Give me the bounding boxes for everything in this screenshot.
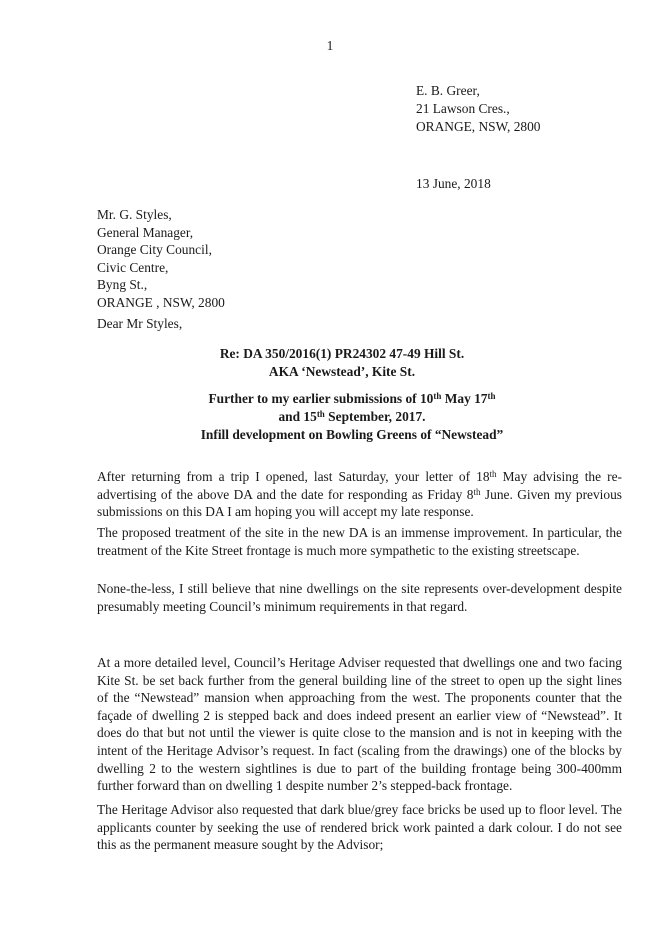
- recipient-building: Civic Centre,: [97, 259, 169, 275]
- sup-th: th: [473, 486, 481, 497]
- paragraph-2: The proposed treatment of the site in the new DA is an immense improvement. In particular, the treatment of the Kite Street frontage is much more sympathetic to the existing streetscape.: [97, 525, 622, 558]
- sender-street: 21 Lawson Cres.,: [416, 101, 510, 116]
- recipient-town: ORANGE , NSW, 2800: [97, 294, 225, 310]
- page-number: 1: [326, 38, 334, 53]
- paragraph-5: The Heritage Advisor also requested that dark blue/grey face bricks be used up to floor level. The applicants counter by seeking the use of rendered brick work painted a dark colour. I do not see this as the permanent measure sought by the Advisor;: [97, 802, 622, 853]
- further-text-a: Further to my earlier submissions of 10: [208, 391, 434, 406]
- recipient-org: Orange City Council,: [97, 242, 212, 257]
- further-text-c: and 15: [278, 409, 317, 424]
- letter-date: 13 June, 2018: [416, 176, 491, 191]
- subject-re-line: Re: DA 350/2016(1) PR24302 47-49 Hill St.: [219, 346, 465, 361]
- recipient-name: Mr. G. Styles,: [97, 207, 172, 222]
- p1-text-c: June. Given my previous submissions on this DA I am hoping you will accept my late response.: [97, 486, 622, 520]
- recipient-street: Byng St.,: [97, 277, 148, 292]
- sup-th: th: [433, 391, 442, 401]
- salutation: Dear Mr Styles,: [97, 316, 183, 331]
- sender-town: ORANGE, NSW, 2800: [416, 119, 541, 134]
- sup-th: th: [487, 391, 496, 401]
- sup-th: th: [489, 469, 497, 479]
- paragraph-4: At a more detailed level, Council’s Heritage Adviser requested that dwellings one and two facing Kite St. be set back further from the general building line of the street to open up the sight lines of the “Newstead” mansion when approaching from the west. The proponents counter that the façade of dwelling 2 is stepped back and does indeed present an earlier view of “Newstead”. It does do that but not until the viewer is quite close to the mansion and is not in keeping with the intent of the Heritage Advisor’s request. In fact (scaling from the drawings) one of the blocks by dwelling 2 to the western sightlines is due to part of the building frontage being 300-400mm further forward than on dwelling 1 despite number 2’s stepped-back frontage.: [97, 655, 622, 794]
- subject-further-line1: [22, 390, 660, 408]
- recipient-title: General Manager,: [97, 224, 194, 240]
- sup-th: th: [316, 409, 325, 419]
- further-text-d: September, 2017.: [324, 409, 426, 424]
- subject-further: [22, 390, 660, 444]
- p1-text-b: May advising the re-advertising of the above DA and the date for responding as Friday 8: [97, 469, 622, 502]
- further-text-b: May 17: [441, 391, 488, 406]
- recipient-address: [97, 206, 225, 311]
- subject-further-line2: [22, 408, 660, 426]
- sender-address: [416, 82, 541, 136]
- sender-name: E. B. Greer,: [416, 83, 480, 98]
- paragraph-3: None-the-less, I still believe that nine dwellings on the site represents over-development despite presumably meeting Council’s minimum requirements in that regard.: [97, 581, 622, 614]
- p1-text-a: After returning from a trip I opened, last Saturday, your letter of 18: [97, 469, 490, 484]
- paragraph-1: [97, 468, 622, 521]
- subject-heading: [12, 345, 660, 381]
- subject-aka-line: AKA ‘Newstead’, Kite St.: [268, 364, 416, 379]
- subject-infill-line: Infill development on Bowling Greens of “Newstead”: [200, 427, 504, 442]
